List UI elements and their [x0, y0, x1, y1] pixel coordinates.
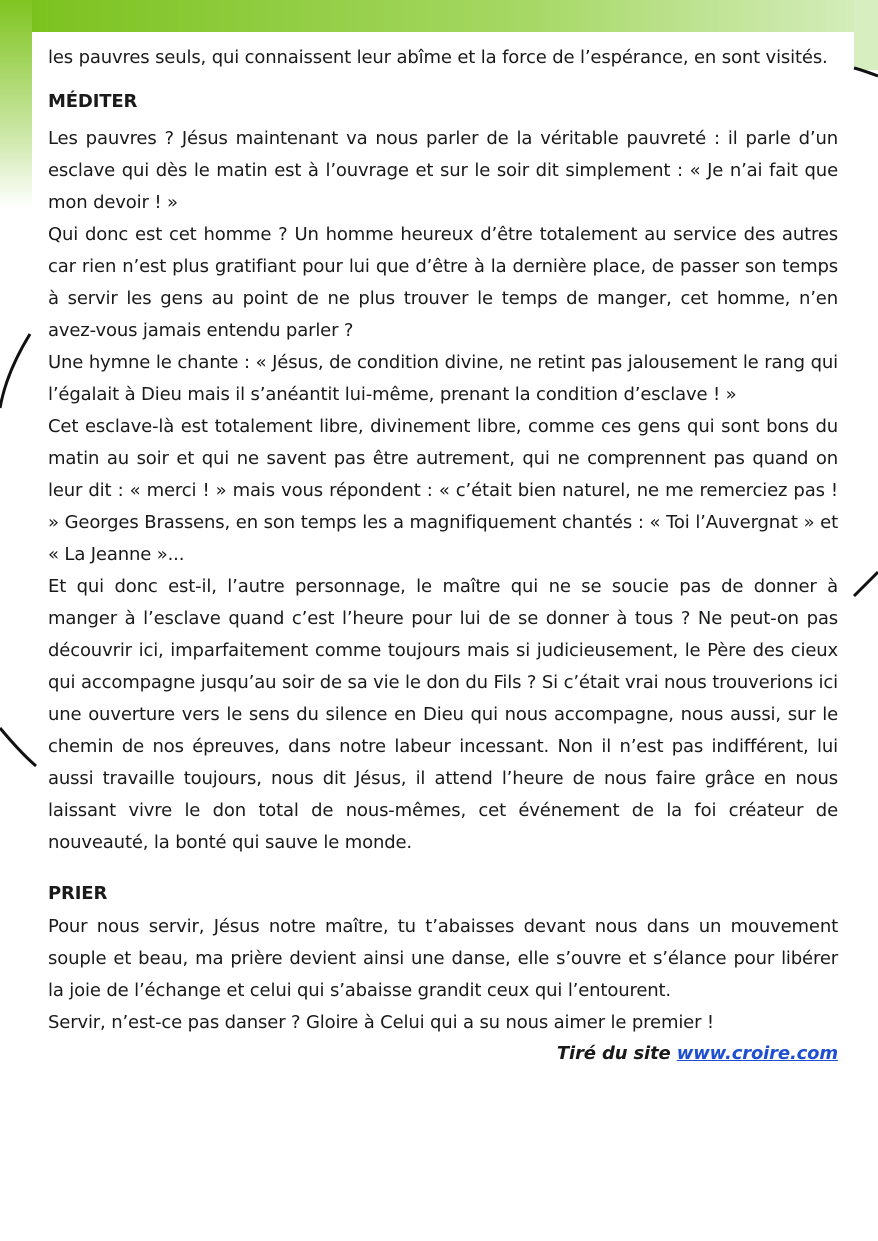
- section-heading-mediter: MÉDITER: [48, 91, 138, 112]
- page-sheet: [32, 32, 854, 1241]
- section-heading-prier: PRIER: [48, 883, 108, 904]
- document-body: [48, 42, 838, 1069]
- intro-paragraph: les pauvres seuls, qui connaissent leur abîme et la force de l’espérance, en sont visités.: [48, 47, 828, 68]
- left-arc-decoration: [0, 330, 40, 770]
- source-link[interactable]: www.croire.com: [676, 1043, 838, 1064]
- paragraph-mediter-2: Qui donc est cet homme ? Un homme heureux d’être totalement au service des autres car rien n’est plus gratifiant pour lui que d’être à la dernière place, de passer son temps à servir les gens au point de ne plus trouver le temps de manger, cet homme, n’en avez-vous jamais entendu parler ?: [48, 224, 838, 341]
- paragraph-mediter-1: Les pauvres ? Jésus maintenant va nous parler de la véritable pauvreté : il parle d’un esclave qui dès le matin est à l’ouvrage et sur le soir dit simplement : « Je n’ai fait que mon devoir ! »: [48, 128, 838, 213]
- paragraph-mediter-3: Une hymne le chante : « Jésus, de condition divine, ne retint pas jalousement le rang qui l’égalait à Dieu mais il s’anéantit lui-même, prenant la condition d’esclave ! »: [48, 352, 838, 405]
- source-prefix: Tiré du site: [556, 1043, 671, 1064]
- source-credit: [48, 1039, 838, 1069]
- paragraph-prier-2: Servir, n’est-ce pas danser ? Gloire à Celui qui a su nous aimer le premier !: [48, 1012, 714, 1033]
- paragraph-mediter-4: Cet esclave-là est totalement libre, divinement libre, comme ces gens qui sont bons du matin au soir et qui ne savent pas être autrement, qui ne comprennent pas quand on leur dit : « merci ! » mais vous répondent : « c’était bien naturel, ne me remerciez pas ! » Georges Brassens, en son temps les a magnifiquement chantés : « Toi l’Auvergnat » et « La Jeanne »...: [48, 416, 838, 565]
- paragraph-prier-1: Pour nous servir, Jésus notre maître, tu t’abaisses devant nous dans un mouvement souple et beau, ma prière devient ainsi une danse, elle s’ouvre et s’élance pour libérer la joie de l’échange et celui qui s’abaisse grandit ceux qui l’entourent.: [48, 916, 838, 1001]
- right-arc-decoration: [840, 40, 878, 620]
- paragraph-mediter-5: Et qui donc est-il, l’autre personnage, le maître qui ne se soucie pas de donner à manger à l’esclave quand c’est l’heure pour lui de se donner à tous ? Ne peut-on pas découvrir ici, imparfaitement comme toujours mais si judicieusement, le Père des cieux qui accompagne jusqu’au soir de sa vie le don du Fils ? Si c’était vrai nous trouverions ici une ouverture vers le sens du silence en Dieu qui nous accompagne, nous aussi, sur le chemin de nos épreuves, dans notre labeur incessant. Non il n’est pas indifférent, lui aussi travaille toujours, nous dit Jésus, il attend l’heure de nous faire grâce en nous laissant vivre le don total de nous-mêmes, cet événement de la foi créateur de nouveauté, la bonté qui sauve le monde.: [48, 576, 838, 853]
